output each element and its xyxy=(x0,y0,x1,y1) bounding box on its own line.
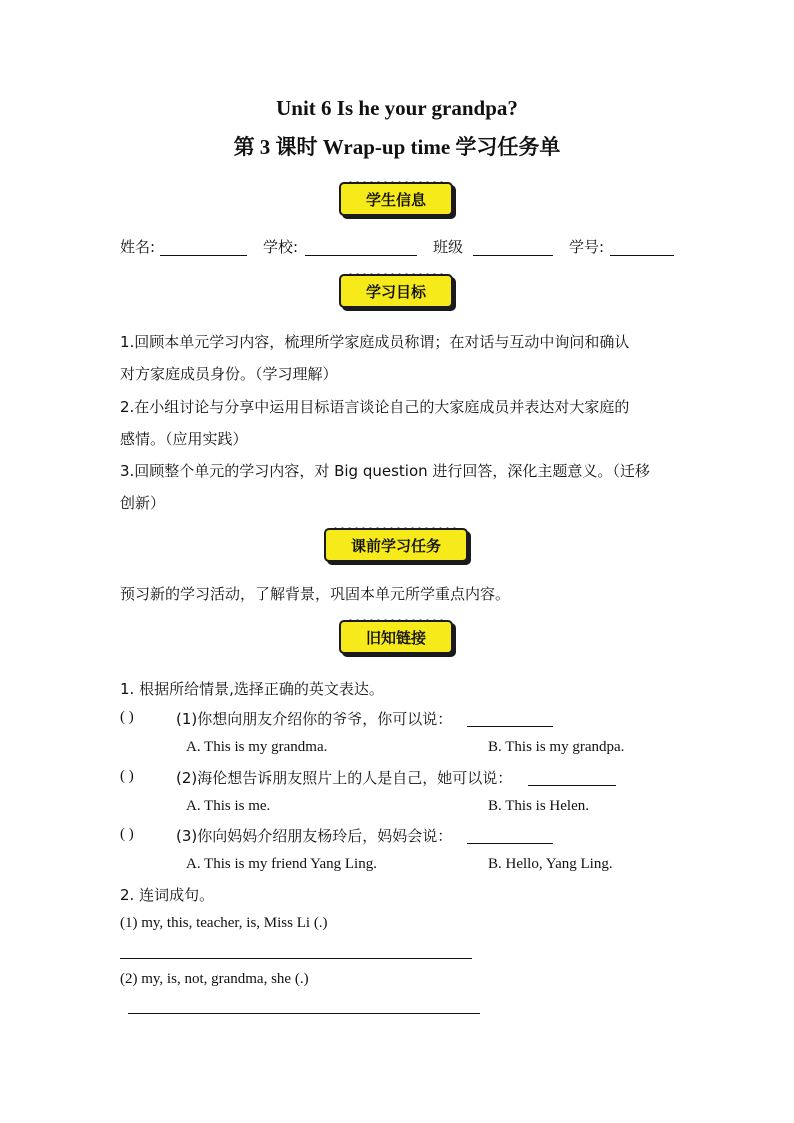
name-blank[interactable] xyxy=(160,255,247,256)
question-text: (2)海伦想告诉朋友照片上的人是自己，她可以说： xyxy=(176,769,513,787)
school-blank[interactable] xyxy=(305,255,417,256)
class-label: 班级 xyxy=(433,238,464,256)
goal-item xyxy=(120,455,680,519)
option-b: B. This is Helen. xyxy=(488,798,589,814)
goal-text-line: 1.回顾本单元学习内容，梳理所学家庭成员称谓；在对话与互动中询问和确认 xyxy=(120,333,630,351)
answer-paren[interactable]: ( ) xyxy=(120,768,134,784)
option-b: B. This is my grandpa. xyxy=(488,739,625,755)
option-b: B. Hello, Yang Ling. xyxy=(488,856,613,872)
question-text: (1)你想向朋友介绍你的爷爷，你可以说： xyxy=(176,710,453,728)
section-badge-label: 课前学习任务 xyxy=(350,536,441,555)
badge-dots-decoration xyxy=(347,273,445,276)
answer-paren[interactable]: ( ) xyxy=(120,709,134,725)
badge-dots-decoration xyxy=(332,561,460,564)
school-label: 学校: xyxy=(263,238,299,256)
goal-item xyxy=(120,326,680,390)
class-blank[interactable] xyxy=(473,255,553,256)
name-label: 姓名: xyxy=(120,238,156,256)
question-blank[interactable] xyxy=(467,843,553,844)
option-a: A. This is my friend Yang Ling. xyxy=(186,856,377,872)
badge-dots-decoration xyxy=(347,181,445,184)
sentence-prompt: (2) my, is, not, grandma, she (.) xyxy=(120,971,309,987)
badge-dots-decoration xyxy=(347,653,445,656)
option-a: A. This is me. xyxy=(186,798,271,814)
section-badge-goals xyxy=(339,274,453,308)
section-badge-review xyxy=(339,620,453,654)
section-badge-label: 学习目标 xyxy=(365,282,426,301)
goal-text-line: 对方家庭成员身份。（学习理解） xyxy=(120,365,338,383)
section-badge-preview xyxy=(324,528,468,562)
goal-text-line: 3.回顾整个单元的学习内容，对 Big question 进行回答，深化主题意义。（迁移 xyxy=(120,462,650,480)
lesson-subtitle: 第 3 课时 Wrap-up time 学习任务单 xyxy=(233,135,561,159)
answer-line[interactable] xyxy=(128,1013,480,1014)
sentence-prompt: (1) my, this, teacher, is, Miss Li (.) xyxy=(120,915,328,931)
question-text: (3)你向妈妈介绍朋友杨玲后，妈妈会说： xyxy=(176,827,453,845)
goal-text-line: 创新） xyxy=(120,494,166,512)
number-blank[interactable] xyxy=(610,255,674,256)
number-label: 学号: xyxy=(569,238,605,256)
goal-item xyxy=(120,391,680,455)
preview-text: 预习新的学习活动，了解背景，巩固本单元所学重点内容。 xyxy=(120,585,511,603)
section-badge-label: 旧知链接 xyxy=(365,628,426,647)
student-info-row xyxy=(120,236,680,260)
section-badge-student-info xyxy=(339,182,453,216)
badge-dots-decoration xyxy=(332,527,460,530)
goal-text-line: 感情。（应用实践） xyxy=(120,430,248,448)
section-badge-label: 学生信息 xyxy=(365,190,426,209)
badge-dots-decoration xyxy=(347,619,445,622)
answer-line[interactable] xyxy=(120,958,472,959)
goal-text-line: 2.在小组讨论与分享中运用目标语言谈论自己的大家庭成员并表达对大家庭的 xyxy=(120,398,630,416)
answer-paren[interactable]: ( ) xyxy=(120,826,134,842)
question-blank[interactable] xyxy=(528,785,616,786)
badge-dots-decoration xyxy=(347,215,445,218)
exercise1-instruction: 1. 根据所给情景,选择正确的英文表达。 xyxy=(120,680,384,698)
option-a: A. This is my grandma. xyxy=(186,739,328,755)
exercise2-instruction: 2. 连词成句。 xyxy=(120,886,215,904)
badge-dots-decoration xyxy=(347,307,445,310)
question-blank[interactable] xyxy=(467,726,553,727)
worksheet-title: Unit 6 Is he your grandpa? xyxy=(276,96,518,120)
